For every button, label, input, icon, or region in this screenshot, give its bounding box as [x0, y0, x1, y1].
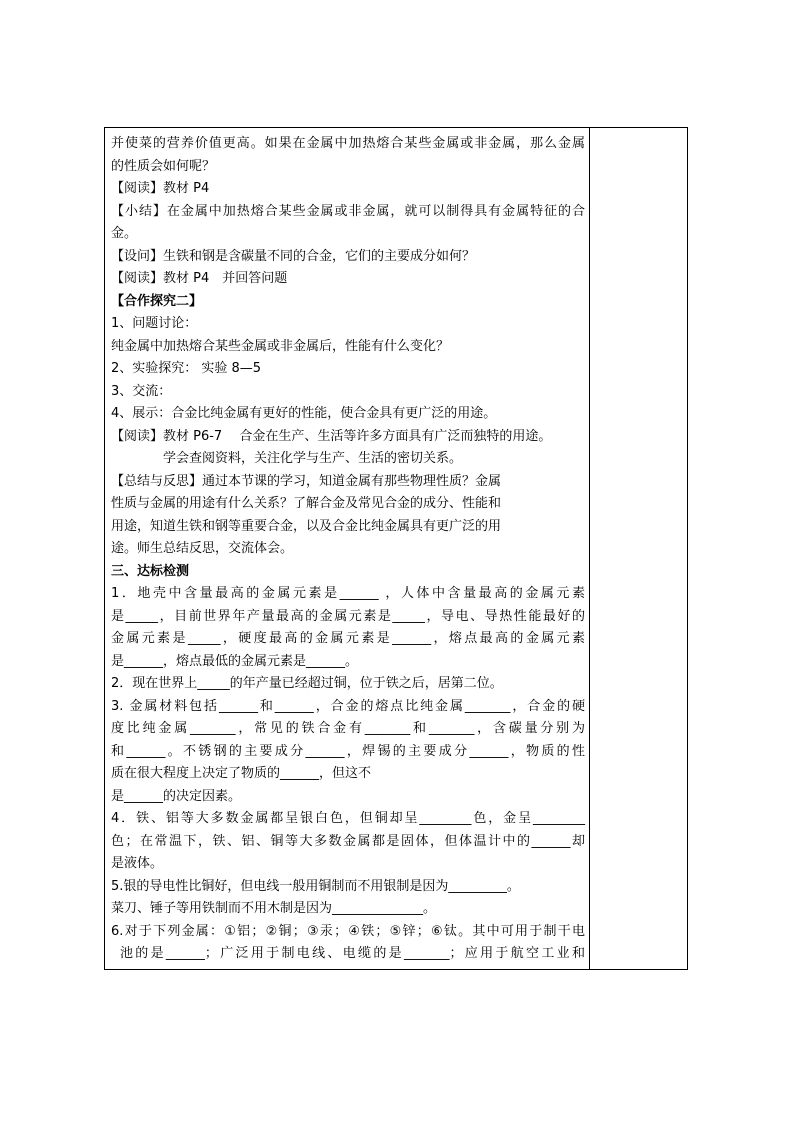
text-line: 2．现在世界上_____的年产量已经超过铜，位于铁之后，居第二位。 — [111, 676, 503, 691]
text-line: 质在很大程度上决定了物质的______，但这不 — [111, 766, 372, 781]
content-cell — [111, 133, 585, 966]
text-line: 【合作探究二】 — [111, 293, 203, 309]
text-line: 【阅读】教材 P4 并回答问题 — [111, 271, 288, 286]
text-line: 3、交流： — [111, 383, 172, 399]
text-line: 度比纯金属_______，常见的铁合金有_______和_______，含碳量分别为 — [111, 721, 585, 736]
text-line: 是______，熔点最低的金属元素是______。 — [111, 653, 359, 669]
text-line: 金。 — [111, 226, 138, 241]
text-line: 【设问】生铁和钢是含碳量不同的合金，它们的主要成分如何？ — [111, 248, 476, 264]
text-line: 【阅读】教材 P6-7 合金在生产、生活等许多方面具有广泛而独特的用途。 — [111, 428, 552, 444]
text-line: 5.银的导电性比铜好，但电线一般用铜制而不用银制是因为_________。 — [111, 878, 520, 894]
text-line: 池的是______；广泛用于制电线、电缆的是_______；应用于航空工业和 — [120, 946, 585, 961]
notes-cell — [591, 128, 687, 969]
text-line: 2、实验探究： 实验 8—5 — [111, 361, 262, 376]
text-line: 1、问题讨论： — [111, 316, 198, 331]
column-divider — [589, 128, 590, 969]
text-line: 菜刀、锤子等用铁制而不用木制是因为______________。 — [111, 901, 437, 916]
text-line: 性质与金属的用途有什么关系？了解合金及常见合金的成分、性能和 — [111, 496, 502, 511]
text-line: 4．铁、铝等大多数金属都呈银白色，但铜却呈________色，金呈________ — [111, 811, 585, 826]
text-line: 是______的决定因素。 — [111, 788, 242, 804]
text-line: 用途，知道生铁和钢等重要合金，以及合金比纯金属具有更广泛的用 — [111, 518, 502, 534]
text-line: 6.对于下列金属：①铝；②铜；③汞；④铁；⑤锌；⑥钛。其中可用于制干电 — [111, 923, 585, 939]
text-line: 色；在常温下，铁、铝、铜等大多数金属都是固体，但体温计中的______却 — [111, 833, 585, 849]
text-line: 是液体。 — [111, 856, 164, 871]
lesson-table — [104, 127, 688, 970]
text-line: 是_____，目前世界年产量最高的金属元素是_____，导电、导热性能最好的 — [111, 608, 585, 624]
text-line: 和______。不锈钢的主要成分______，焊锡的主要成分______，物质的性 — [111, 743, 585, 759]
text-line: 【阅读】教材 P4 — [111, 181, 210, 196]
text-line: 金属元素是_____，硬度最高的金属元素是______，熔点最高的金属元素 — [111, 631, 585, 646]
text-line: 1．地壳中含量最高的金属元素是______ ，人体中含量最高的金属元素 — [111, 586, 585, 601]
text-line: 【总结与反思】通过本节课的学习，知道金属有那些物理性质？金属 — [111, 473, 502, 489]
text-line: 并使菜的营养价值更高。如果在金属中加热熔合某些金属或非金属，那么金属 — [111, 136, 585, 151]
text-line: 学会查阅资料，关注化学与生产、生活的密切关系。 — [163, 451, 463, 466]
text-line: 【小结】在金属中加热熔合某些金属或非金属，就可以制得具有金属特征的合 — [111, 203, 585, 219]
text-line: 4、展示：合金比纯金属有更好的性能，使合金具有更广泛的用途。 — [111, 406, 497, 421]
text-line: 的性质会如何呢？ — [111, 158, 216, 174]
text-line: 纯金属中加热熔合某些金属或非金属后，性能有什么变化？ — [111, 338, 450, 354]
text-line: 3. 金属材料包括______和______，合金的熔点比纯金属_______，合金的硬 — [111, 698, 585, 714]
text-line: 途。师生总结反思，交流体会。 — [111, 541, 294, 556]
text-line: 三、达标检测 — [111, 563, 190, 579]
